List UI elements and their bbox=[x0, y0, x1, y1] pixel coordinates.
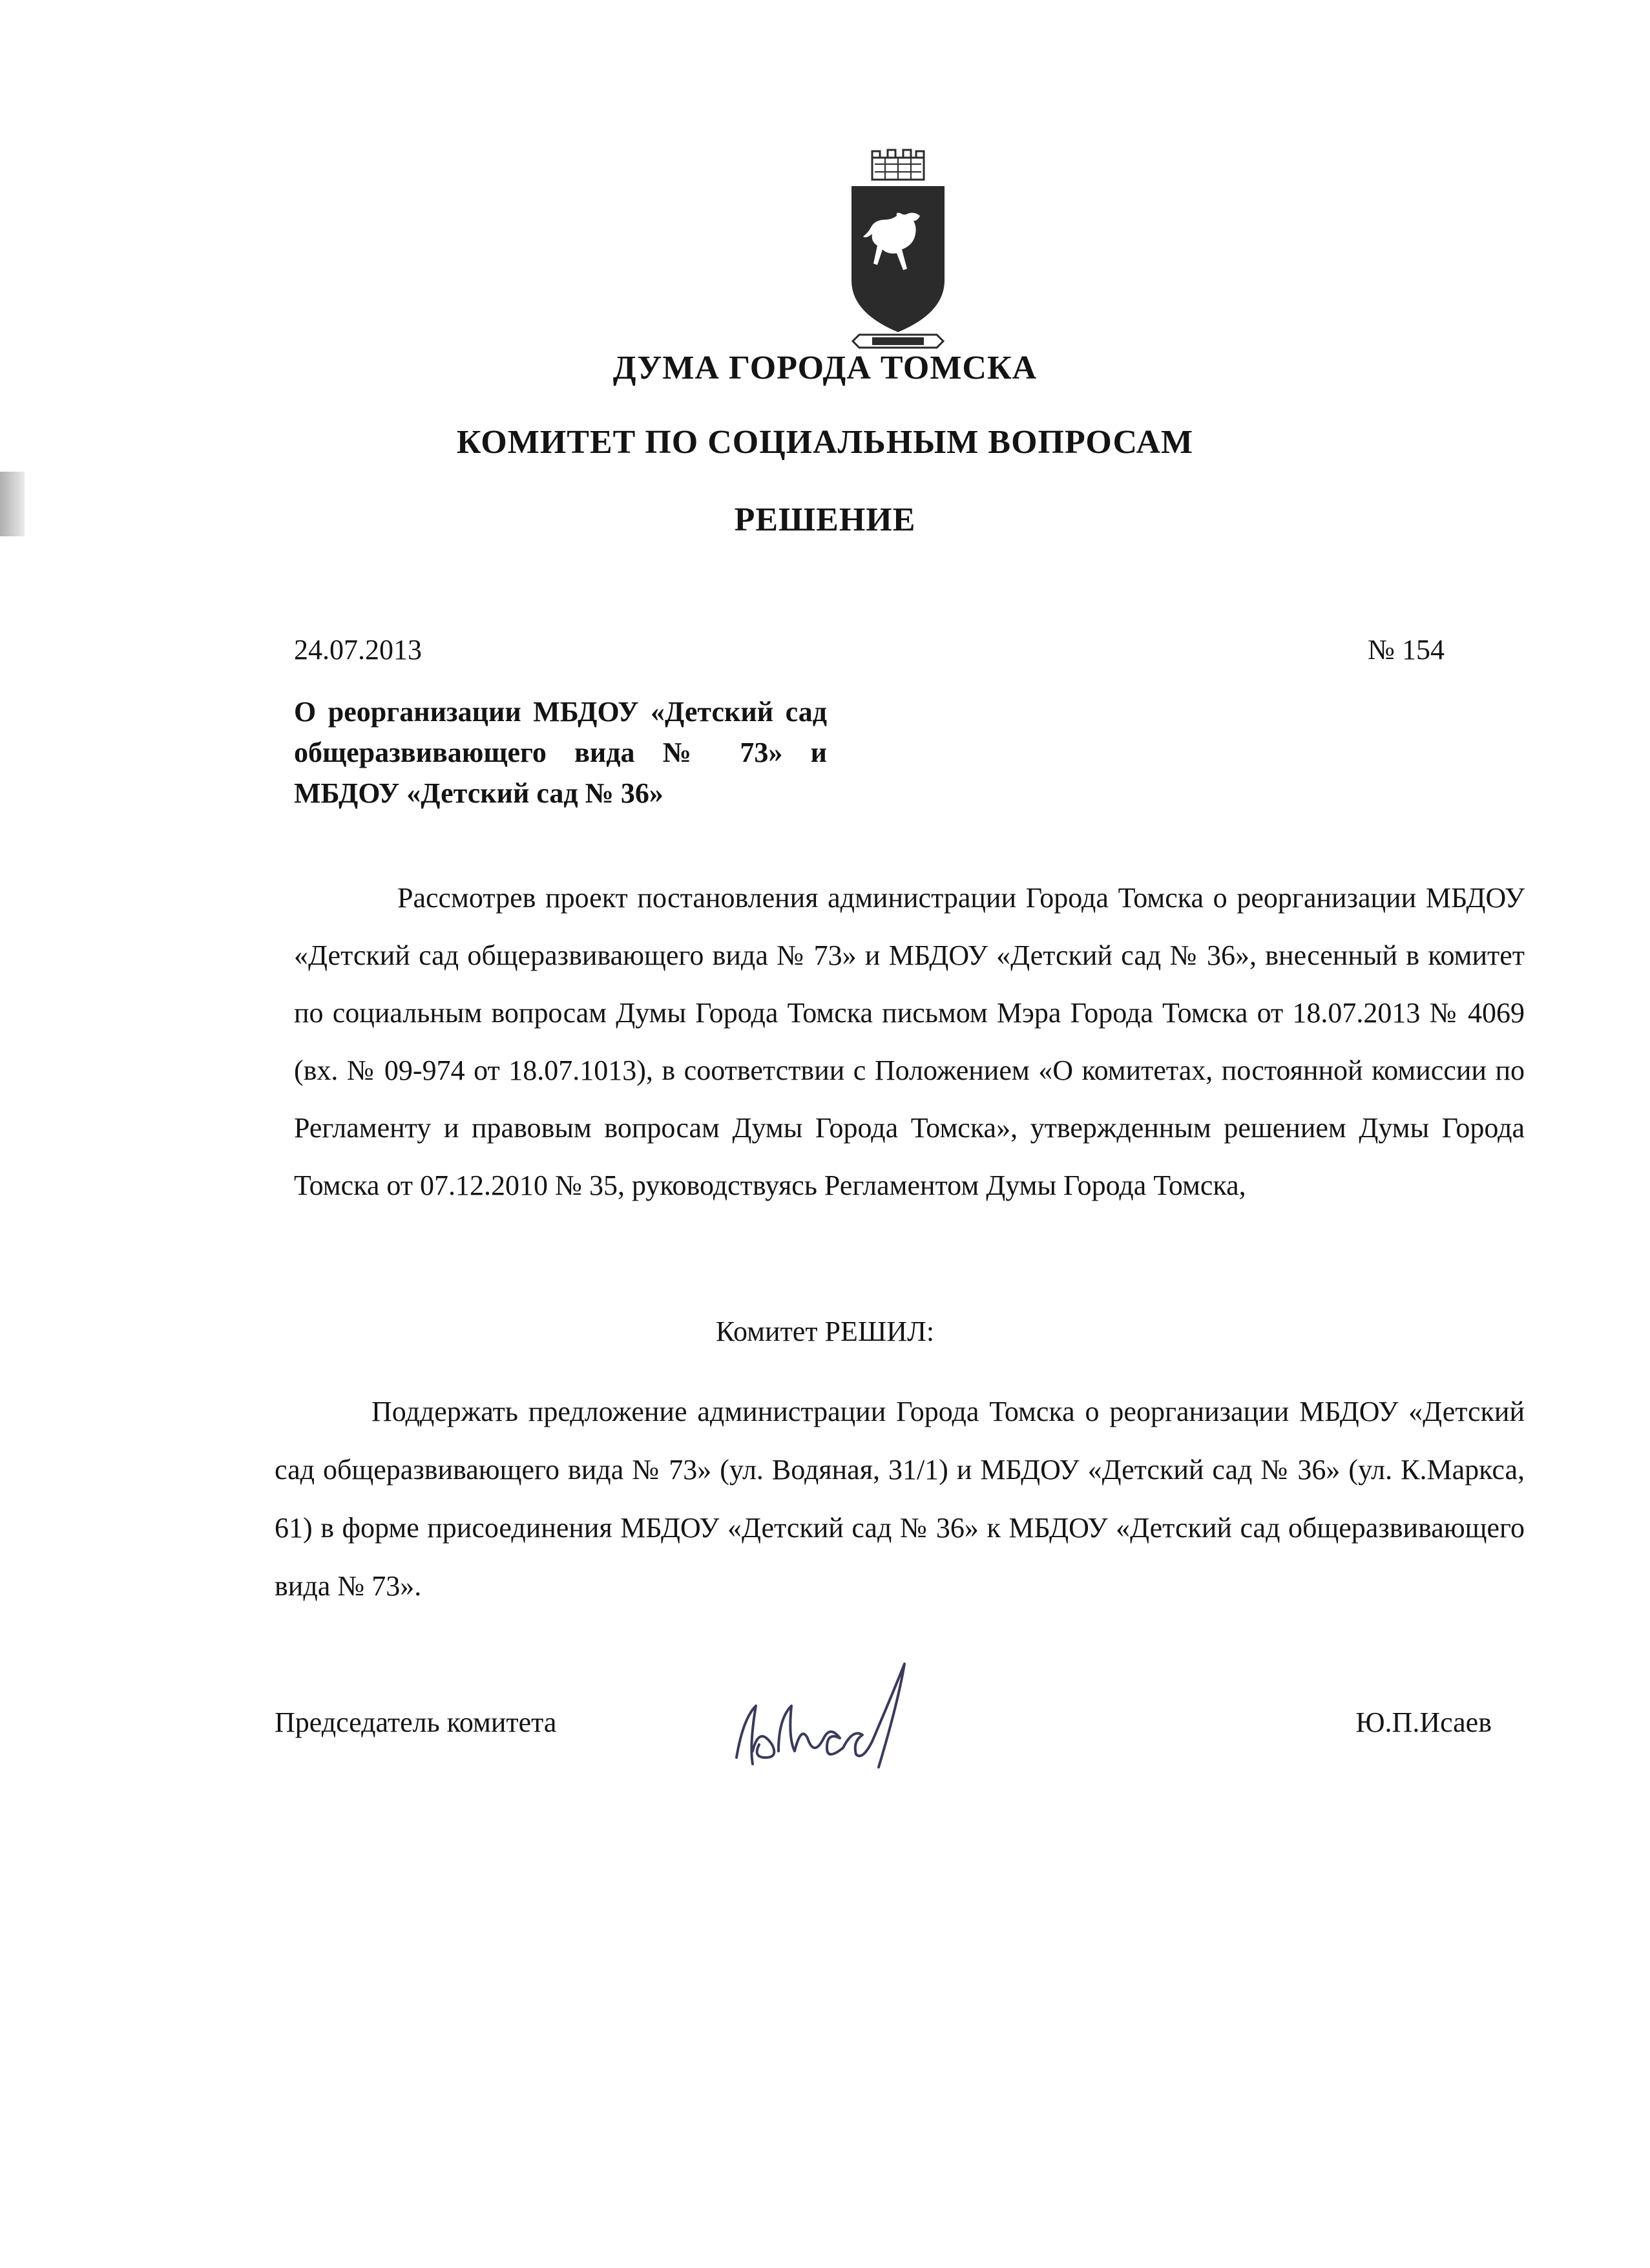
document-subject: О реорганизации МБДОУ «Детский сад общеразвивающего вида № 73» и МБДОУ «Детский сад № 36» bbox=[294, 696, 827, 809]
resolution-paragraph: Поддержать предложение администрации Города Томска о реорганизации МБДОУ «Детский сад общеразвивающего вида № 73» (ул. Водяная, 31/1) и МБДОУ «Детский сад № 36» (ул. К.Маркса, 61) в форме присоединения МБДОУ «Детский сад № 36» к МБДОУ «Детский сад общеразвивающего вида № 73». bbox=[275, 1396, 1525, 1602]
chairman-position: Председатель комитета bbox=[275, 1706, 557, 1738]
motto-ribbon-icon bbox=[853, 335, 943, 348]
crown-icon bbox=[872, 150, 924, 180]
preamble-paragraph: Рассмотрев проект постановления администрации Города Томска о реорганизации МБДОУ «Детский сад общеразвивающего вида № 73» и МБДОУ «Детский сад № 36», внесенный в комитет по социальным вопросам Думы Города Томска письмом Мэра Города Томска от 18.07.2013 № 4069 (вх. № 09-974 от 18.07.1013), в соответствии с Положением «О комитетах, постоянной комиссии по Регламенту и правовым вопросам Думы Города Томска», утвержденным решением Думы Города Томска от 07.12.2010 № 35, руководствуясь Регламентом Думы Города Томска, bbox=[294, 882, 1525, 1201]
document-number: № 154 bbox=[1368, 634, 1445, 666]
resolved-label: Комитет РЕШИЛ: bbox=[715, 1316, 935, 1347]
shield-icon bbox=[851, 186, 945, 332]
chairman-name: Ю.П.Исаев bbox=[1355, 1706, 1492, 1738]
committee-title: КОМИТЕТ ПО СОЦИАЛЬНЫМ ВОПРОСАМ bbox=[456, 424, 1194, 461]
organization-title: ДУМА ГОРОДА ТОМСКА bbox=[612, 350, 1038, 386]
document-type-title: РЕШЕНИЕ bbox=[734, 501, 916, 538]
tomsk-coat-of-arms-icon bbox=[833, 143, 963, 357]
handwritten-signature-icon bbox=[724, 1654, 969, 1803]
document-date: 24.07.2013 bbox=[294, 634, 422, 666]
